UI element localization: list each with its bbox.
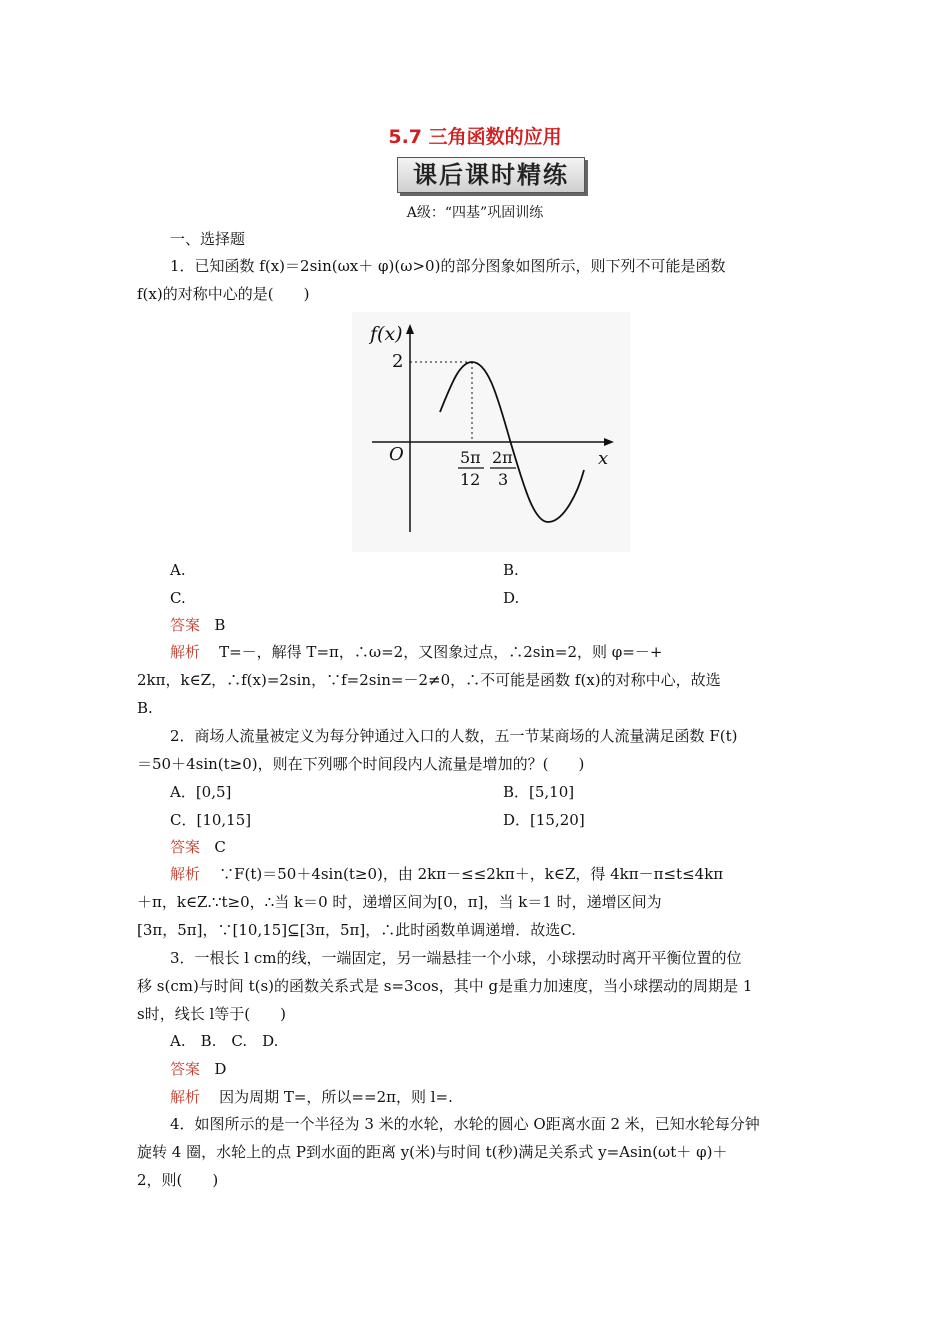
question-4-line-2: 旋转 4 圈，水轮上的点 P到水面的距离 y(米)与时间 t(秒)满足关系式 y=Asin(ωt＋ φ)＋ bbox=[137, 1143, 728, 1161]
q2-option-c: C．[10,15] bbox=[170, 811, 252, 829]
answer-value: D bbox=[214, 1060, 227, 1078]
question-2-line-1: 2．商场人流量被定义为每分钟通过入口的人数，五一节某商场的人流量满足函数 F(t) bbox=[170, 727, 738, 745]
y-tick-2: 2 bbox=[392, 351, 404, 372]
question-2-line-2: ＝50＋4sin(t≥0)，则在下列哪个时间段内人流量是增加的？( ) bbox=[137, 755, 585, 773]
question-1 bbox=[137, 252, 813, 308]
q3-answer bbox=[170, 1059, 226, 1079]
y-axis-label: f(x) bbox=[370, 323, 403, 345]
analysis-label: 解析 bbox=[170, 643, 201, 661]
q1-option-d: D. bbox=[503, 589, 520, 607]
analysis-line-2: ＋π，k∈Z.∵t≥0，∴当 k＝0 时，递增区间为[0，π]，当 k＝1 时，递增区间为 bbox=[137, 893, 662, 911]
q1-analysis bbox=[137, 638, 813, 722]
section-heading: 一、选择题 bbox=[170, 230, 246, 248]
question-3-line-1: 3．一根长 l cm的线，一端固定，另一端悬挂一个小球，小球摆动时离开平衡位置的位 bbox=[170, 949, 742, 967]
analysis-line-1: 因为周期 T=，所以==2π，则 l=. bbox=[219, 1088, 453, 1106]
q1-option-b: B. bbox=[503, 561, 519, 579]
analysis-label: 解析 bbox=[170, 1088, 201, 1106]
q2-option-b: B．[5,10] bbox=[503, 783, 575, 801]
question-3-line-2: 移 s(cm)与时间 t(s)的函数关系式是 s=3cos，其中 g是重力加速度，当小球摆动的周期是 1 bbox=[137, 977, 753, 995]
question-4-line-3: 2，则( ) bbox=[137, 1171, 219, 1189]
analysis-line-1: ∵F(t)＝50＋4sin(t≥0)，由 2kπ－≤≤2kπ＋，k∈Z，得 4kπ－π≤t≤4kπ bbox=[219, 865, 724, 883]
question-3-line-3: s时，线长 l等于( ) bbox=[137, 1005, 286, 1023]
section-banner: 课后课时精练 bbox=[397, 157, 585, 193]
answer-label: 答案 bbox=[170, 838, 201, 856]
analysis-label: 解析 bbox=[170, 865, 201, 883]
q1-option-a: A. bbox=[170, 561, 186, 579]
question-2 bbox=[137, 722, 813, 778]
analysis-line-2: 2kπ，k∈Z，∴f(x)=2sin，∵f=2sin=－2≠0，∴不可能是函数 f(x)的对称中心，故选 bbox=[137, 671, 721, 689]
q2-answer bbox=[170, 837, 226, 857]
answer-label: 答案 bbox=[170, 1060, 201, 1078]
q3-options: A. B. C. D. bbox=[170, 1032, 279, 1050]
q2-option-d: D．[15,20] bbox=[503, 811, 585, 829]
x-axis-label: x bbox=[598, 448, 609, 469]
q1-answer bbox=[170, 615, 225, 635]
x-tick-1-numerator: 5π bbox=[460, 448, 481, 467]
q1-option-c: C. bbox=[170, 589, 186, 607]
x-tick-2-denominator: 3 bbox=[498, 470, 509, 489]
level-heading: A级：“四基”巩固训练 bbox=[406, 205, 544, 221]
question-1-line-2: f(x)的对称中心的是( ) bbox=[137, 285, 310, 303]
question-4-line-1: 4．如图所示的是一个半径为 3 米的水轮，水轮的圆心 O距离水面 2 米，已知水轮每分钟 bbox=[170, 1115, 760, 1133]
page-title: 5.7 三角函数的应用 bbox=[388, 126, 562, 148]
origin-label: O bbox=[389, 444, 404, 465]
x-tick-1-denominator: 12 bbox=[460, 470, 481, 489]
q2-analysis bbox=[137, 860, 813, 944]
question-1-line-1: 1．已知函数 f(x)＝2sin(ωx＋ φ)(ω>0)的部分图象如图所示，则下列不可能是函数 bbox=[170, 257, 726, 275]
answer-value: C bbox=[214, 838, 226, 856]
function-graph bbox=[352, 312, 630, 552]
q2-option-a: A．[0,5] bbox=[170, 783, 232, 801]
analysis-line-3: [3π，5π]，∵[10,15]⊆[3π，5π]，∴此时函数单调递增．故选C. bbox=[137, 921, 576, 939]
analysis-line-3: B. bbox=[137, 699, 153, 717]
x-tick-2-numerator: 2π bbox=[492, 448, 513, 467]
question-3 bbox=[137, 944, 813, 1028]
question-4 bbox=[137, 1110, 813, 1194]
q3-analysis bbox=[170, 1087, 453, 1107]
analysis-line-1: T=－，解得 T=π，∴ω=2，又图象过点，∴2sin=2，则 φ=－+ bbox=[219, 643, 663, 661]
answer-value: B bbox=[214, 616, 226, 634]
answer-label: 答案 bbox=[170, 616, 201, 634]
